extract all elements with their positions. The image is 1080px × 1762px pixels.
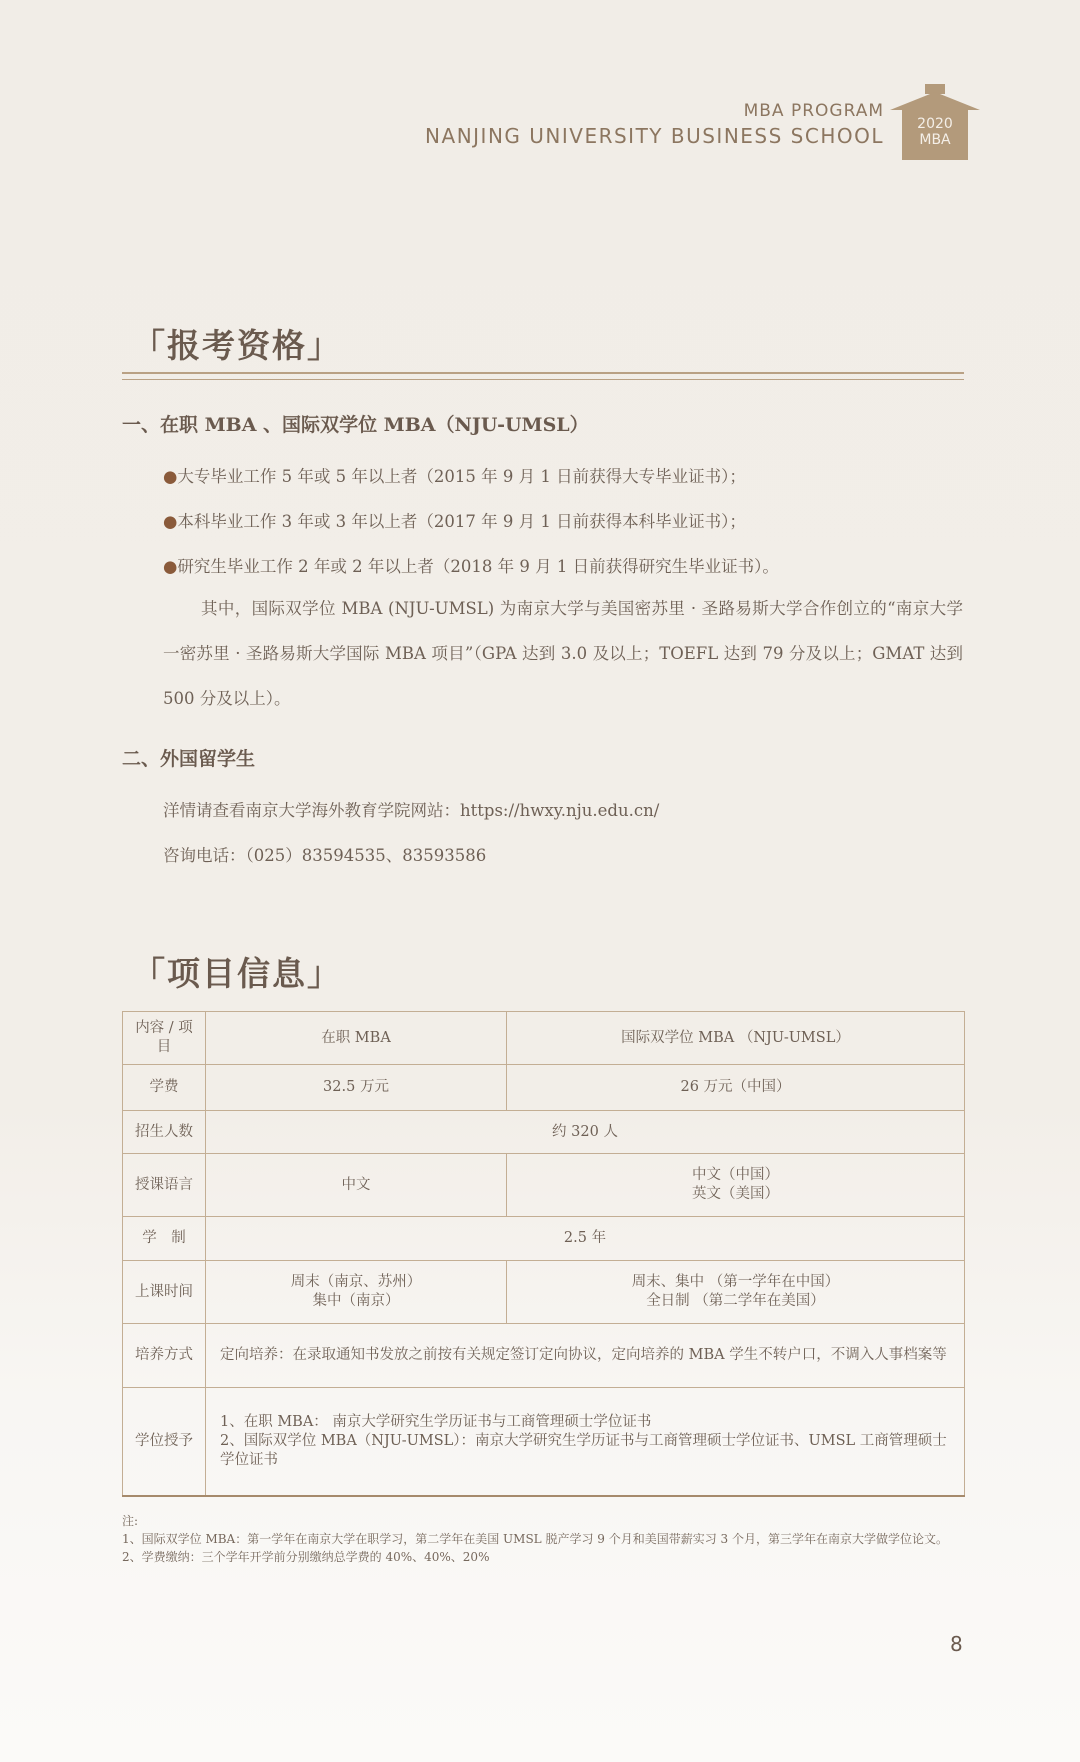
bullet-item: ●本科毕业工作 3 年或 3 年以上者（2017 年 9 月 1 日前获得本科毕业证书）； [163, 512, 746, 531]
logo-year: 2020 [917, 116, 953, 132]
table-cell: 学 制 [123, 1217, 206, 1261]
section-title-eligibility: 「报考资格」 [132, 326, 342, 365]
logo-mba: MBA [919, 132, 951, 148]
table-cell: 1、在职 MBA： 南京大学研究生学历证书与工商管理硕士学位证书 2、国际双学位 MBA（NJU-UMSL）：南京大学研究生学历证书与工商管理硕士学位证书、UMSL 工商管理硕士学位证书 [206, 1388, 965, 1496]
notes-label: 注: [122, 1514, 139, 1528]
school-name: NANJING UNIVERSITY BUSINESS SCHOOL [425, 124, 884, 148]
table-cell: 26 万元（中国） [507, 1065, 965, 1111]
website-line: 洋情请查看南京大学海外教育学院网站：https://hwxy.nju.edu.cn/ [163, 801, 660, 820]
table-cell: 培养方式 [123, 1324, 206, 1388]
table-cell: 国际双学位 MBA （NJU-UMSL） [507, 1012, 965, 1065]
table-row [123, 1261, 965, 1324]
bullet-dot-icon: ● [163, 467, 178, 486]
table-row [123, 1388, 965, 1496]
table-cell: 在职 MBA [206, 1012, 507, 1065]
subheading-foreign: 二、外国留学生 [122, 748, 256, 770]
note-item: 1、国际双学位 MBA：第一学年在南京大学在职学习，第二学年在美国 UMSL 脱产学习 9 个月和美国带薪实习 3 个月，第三学年在南京大学做学位论文。 [122, 1532, 948, 1546]
note-item: 2、学费缴纳：三个学年开学前分别缴纳总学费的 40%、40%、20% [122, 1550, 490, 1564]
program-label: MBA PROGRAM [743, 101, 884, 121]
table-row [123, 1065, 965, 1111]
bullet-dot-icon: ● [163, 557, 178, 576]
brand-header [425, 100, 884, 150]
program-info-table [122, 1011, 965, 1497]
bullet-item: ●大专毕业工作 5 年或 5 年以上者（2015 年 9 月 1 日前获得大专毕业证书）； [163, 467, 746, 486]
table-cell: 内容 / 项目 [123, 1012, 206, 1065]
table-cell: 周末（南京、苏州） 集中（南京） [206, 1261, 507, 1324]
table-cell: 招生人数 [123, 1111, 206, 1154]
phone-line: 咨询电话：（025）83594535、83593586 [163, 846, 487, 865]
table-row [123, 1154, 965, 1217]
section-divider [122, 372, 964, 380]
page-number: 8 [950, 1632, 963, 1656]
bullet-dot-icon: ● [163, 512, 178, 531]
section-title-program-info: 「项目信息」 [132, 954, 342, 993]
subheading-mba: 一、在职 MBA 、国际双学位 MBA（NJU-UMSL） [122, 414, 589, 436]
house-logo-icon [890, 84, 980, 160]
table-cell: 中文（中国） 英文（美国） [507, 1154, 965, 1217]
table-cell: 授课语言 [123, 1154, 206, 1217]
bullet-item: ●研究生毕业工作 2 年或 2 年以上者（2018 年 9 月 1 日前获得研究生毕业证书）。 [163, 557, 779, 576]
table-row [123, 1324, 965, 1388]
table-cell: 学费 [123, 1065, 206, 1111]
table-cell: 学位授予 [123, 1388, 206, 1496]
table-cell: 周末、集中 （第一学年在中国） 全日制 （第二学年在美国） [507, 1261, 965, 1324]
table-cell: 约 320 人 [206, 1111, 965, 1154]
table-cell: 32.5 万元 [206, 1065, 507, 1111]
table-cell: 中文 [206, 1154, 507, 1217]
umsl-paragraph: 其中，国际双学位 MBA (NJU-UMSL) 为南京大学与美国密苏里 · 圣路易斯大学合作创立的“南京大学一密苏里 · 圣路易斯大学国际 MBA 项目”（GPA 达到 3.0 及以上；TOEFL 达到 79 分及以上；GMAT 达到 500 分及以上）。 [163, 599, 963, 708]
table-row [123, 1217, 965, 1261]
table-row [123, 1111, 965, 1154]
table-cell: 上课时间 [123, 1261, 206, 1324]
table-cell: 定向培养：在录取通知书发放之前按有关规定签订定向协议，定向培养的 MBA 学生不转户口，不调入人事档案等 [206, 1324, 965, 1388]
table-row [123, 1012, 965, 1065]
table-cell: 2.5 年 [206, 1217, 965, 1261]
footnotes [122, 1512, 967, 1566]
